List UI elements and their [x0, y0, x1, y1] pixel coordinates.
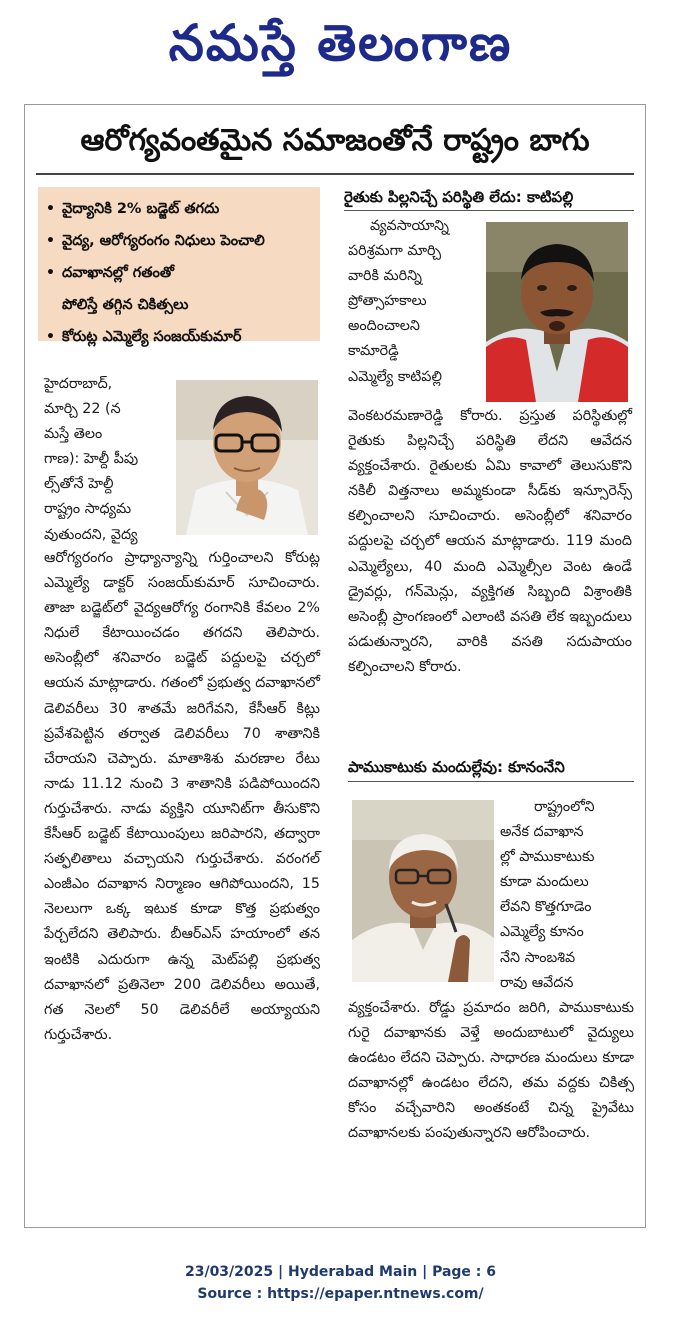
left-story-body: ఆరోగ్యరంగం ప్రాధ్యాన్యాన్ని గుర్తించాలని కోరుట్ల ఎమ్మెల్యే డాక్టర్ సంజయ్‌కుమార్ సూచించారు. తాజా బడ్జెట్‌లో వైద్యఆరోగ్య రంగానికి కేవలం 2% నిధులే కేటాయించడం తగదని తెలిపారు. అసెంబ్లీలో శనివారం బడ్జెట్ పద్దులపై చర్చలో ఆయన మాట్లాడారు. గతంలో ప్రభుత్వ దవాఖానలో డెలివరీలు 30 శాతమే జరిగేవని, కేసీఆర్ కిట్లు ప్రవేశపెట్టిన తర్వాత డెలివరీలు 70 శాతానికి చేరాయని చెప్పారు. మాతాశిశు మరణాల రేటు నాడు 11.12 నుంచి 3 శాతానికి పడిపోయిందని గుర్తుచేశారు. నాడు వ్యక్తిని యూనిట్‌గా తీసుకొని కేసీఆర్ బడ్జెట్ కేటాయింపులు జరిపారని, తద్వారా సత్ఫలితాలు వచ్చాయని గుర్తుచేశారు. వరంగల్ ఎంజీఎం దవాఖాన నిర్మాణం ఆగిపోయిందని, 15 నెలలుగా ఒక్క ఇటుక కూడా కొత్త ప్రభుత్వం పేర్చలేదని తెలిపారు. బీఆర్‌ఎస్ హయాంలో తన ఇంటికి ఎదురుగా ఉన్న మెట్‌పల్లి ప్రభుత్వ దవాఖానలో ప్రతినెలా 200 డెలివరీలు అయితే, గత నెలలో 50 డెలివరీలే అయ్యాయని గుర్తుచేశారు. — [44, 550, 320, 1043]
highlight-item — [46, 321, 314, 353]
text-line: ఎమ్మెల్యే కూనం — [500, 924, 584, 941]
text-line: హైదరాబాద్, — [44, 376, 113, 392]
text-line: గాణ): హెల్దీ పీపు — [44, 451, 139, 468]
subhead-divider — [344, 210, 634, 211]
text-line: ఎమ్మెల్యే కాటిపల్లి — [348, 368, 442, 385]
highlight-text: దవాఖానల్లో గతంతో — [62, 265, 174, 281]
text-line: రాష్ట్రంలోని — [534, 799, 595, 815]
text-line: అందించాలని — [348, 318, 420, 335]
highlight-item — [46, 257, 314, 289]
text-line: వ్యవసాయాన్ని — [370, 218, 449, 234]
right-story-2-lead — [500, 795, 634, 996]
article-headline: ఆరోగ్యవంతమైన సమాజంతోనే రాష్ట్రం బాగు — [80, 123, 590, 158]
text-line: అనేక దవాఖాన — [500, 824, 584, 841]
subhead-divider — [348, 781, 634, 782]
text-line: మస్తే తెలం — [44, 426, 103, 443]
sanjay-kumar-photo — [176, 380, 318, 535]
headline-divider — [36, 173, 634, 175]
highlight-text: పోలిస్తే తగ్గిన చికిత్సలు — [62, 297, 189, 313]
highlight-item — [46, 289, 314, 321]
text-line: లేవని కొత్తగూడెం — [500, 899, 592, 916]
right-story-1-subhead: రైతుకు పిల్లనిచ్చే పరిస్థితి లేదు: కాటిపల్లి — [344, 188, 574, 206]
kunamneni-photo — [352, 800, 494, 982]
text-line: వారికి మరిన్ని — [348, 268, 422, 285]
text-line: మార్చి 22 (న — [44, 401, 121, 418]
right-story-1-body: వెంకటరమణారెడ్డి కోరారు. ప్రస్తుత పరిస్థితుల్లో రైతుకు పిల్లనిచ్చే పరిస్థితి లేదని ఆవేదన వ్యక్తంచేశారు. రైతులకు ఏమి కావాలో తెలుసుకొని నకిలీ విత్తనాలు అమ్మకుండా సీడ్‌కు ఇన్సూరెన్స్ కల్పించాలని సూచించారు. అసెంబ్లీలో శనివారం పద్దులపై చర్చలో ఆయన మాట్లాడారు. 119 మంది ఎమ్మెల్యేలు, 40 మంది ఎమ్మెల్సీల వెంట ఉండే డ్రైవర్లు, గన్‌మెన్లు, వ్యక్తిగత సిబ్బంది విశ్రాంతికి అసెంబ్లీ ప్రాంగణంలో ఎలాంటి వసతి లేక ఇబ్బందులు పడుతున్నారని, వారికి వసతి సదుపాయం కల్పించాలని కోరారు. — [348, 408, 632, 675]
bullet-icon: • — [46, 265, 55, 281]
highlights-box — [38, 187, 320, 345]
left-story-lead — [44, 372, 172, 548]
text-line: నేని సాంబశివ — [500, 949, 576, 966]
right-story-2-body: వ్యక్తంచేశారు. రోడ్డు ప్రమాదం జరిగి, పాముకాటుకు గురై దవాఖానకు వెళ్తే అందుబాటులో వైద్యులు ఉండటం లేదని చెప్పారు. సాధారణ మందులు కూడా దవాఖానల్లో ఉండటం లేదని, తమ వద్దకు చికిత్స కోసం వచ్చేవారిని అంతకంటే చిన్న ప్రైవేటు దవాఖానలకు పంపుతున్నారని ఆరోపించారు. — [348, 1000, 634, 1142]
highlight-item — [46, 193, 314, 225]
text-line: కూడా మందులు — [500, 874, 589, 891]
highlight-item — [46, 225, 314, 257]
bullet-icon: • — [46, 329, 55, 345]
text-line: ల్లో పాముకాటుకు — [500, 849, 595, 866]
highlight-text: కోరుట్ల ఎమ్మెల్యే సంజయ్‌కుమార్ — [62, 329, 242, 345]
masthead — [0, 0, 681, 88]
bullet-icon: • — [46, 233, 55, 249]
right-story-1-lead — [348, 214, 480, 390]
highlight-text: వైద్య, ఆరోగ్యరంగం నిధులు పెంచాలి — [62, 233, 265, 249]
footer-date-edition: 23/03/2025 | Hyderabad Main | Page : 6 — [184, 1264, 497, 1280]
text-line: ప్రోత్సాహకాలు — [348, 293, 427, 310]
text-line: రావు ఆవేదన — [500, 974, 574, 991]
text-line: రాష్ట్రం సాధ్యమ — [44, 501, 132, 518]
text-line: వుతుందని, వైద్య — [44, 526, 138, 543]
right-story-2-subhead: పాముకాటుకు మందుల్లేవు: కూనంనేని — [348, 758, 565, 776]
text-line: కామారెడ్డి — [348, 343, 399, 360]
highlight-text: వైద్యానికి 2% బడ్జెట్ తగదు — [62, 201, 220, 217]
katipalli-photo — [486, 222, 628, 402]
footer-source-link[interactable]: Source : https://epaper.ntnews.com/ — [197, 1286, 484, 1302]
masthead-title: నమస్తే తెలంగాణ — [168, 13, 513, 72]
text-line: పరిశ్రమగా మార్చి — [348, 243, 442, 260]
text-line: ల్స్‌తోనే హెల్దీ — [44, 476, 114, 493]
bullet-icon: • — [46, 201, 55, 217]
